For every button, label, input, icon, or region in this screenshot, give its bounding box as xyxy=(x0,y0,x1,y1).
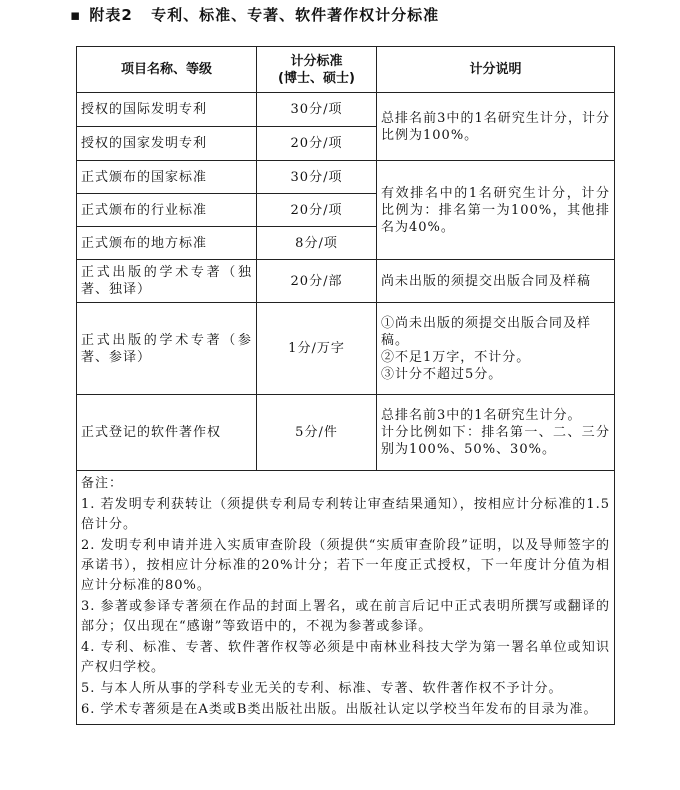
header-item: 项目名称、等级 xyxy=(77,47,257,93)
title-bullet: ▪ xyxy=(70,6,82,24)
row-standard: 8分/项 xyxy=(257,227,377,260)
table-row xyxy=(77,395,615,471)
software-line2: 计分比例如下：排名第一、二、三分别为100%、50%、30%。 xyxy=(381,425,610,457)
notes-title: 备注： xyxy=(81,476,124,491)
description-monograph-sole: 尚未出版的须提交出版合同及样稿 xyxy=(377,260,615,303)
page-title xyxy=(70,4,439,25)
scoring-table xyxy=(76,46,615,725)
note-item: 5. 与本人所从事的学科专业无关的专利、标准、专著、软件著作权不予计分。 xyxy=(81,681,563,696)
table-row xyxy=(77,260,615,303)
description-standards: 有效排名中的1名研究生计分，计分比例为：排名第一为100%，其他排名为40%。 xyxy=(377,161,615,260)
row-standard: 30分/项 xyxy=(257,161,377,194)
note-item: 6. 学术专著须是在A类或B类出版社出版。出版社认定以学校当年发布的目录为准。 xyxy=(81,702,598,717)
row-item: 正式出版的学术专著（参著、参译） xyxy=(77,303,257,395)
row-standard: 20分/项 xyxy=(257,194,377,227)
notes-row xyxy=(77,471,615,725)
row-standard: 5分/件 xyxy=(257,395,377,471)
row-standard: 20分/项 xyxy=(257,127,377,161)
description-monograph-joint xyxy=(377,303,615,395)
appendix-label: 附表2 xyxy=(89,6,133,24)
notes-cell xyxy=(77,471,615,725)
table-row xyxy=(77,161,615,194)
row-item: 正式颁布的地方标准 xyxy=(77,227,257,260)
row-standard: 20分/部 xyxy=(257,260,377,303)
row-item: 正式颁布的国家标准 xyxy=(77,161,257,194)
header-standard-line2: (博士、硕士) xyxy=(278,70,355,86)
row-item: 正式登记的软件著作权 xyxy=(77,395,257,471)
description-patents: 总排名前3中的1名研究生计分，计分比例为100%。 xyxy=(377,93,615,161)
row-item: 正式颁布的行业标准 xyxy=(77,194,257,227)
note-item: 1. 若发明专利获转让（须提供专利局专利转让审查结果通知），按相应计分标准的1.5倍计分。 xyxy=(81,497,610,532)
joint-note-3: ③计分不超过5分。 xyxy=(381,366,503,382)
row-standard: 1分/万字 xyxy=(257,303,377,395)
row-item: 授权的国家发明专利 xyxy=(77,127,257,161)
header-description: 计分说明 xyxy=(377,47,615,93)
joint-note-2: ②不足1万字，不计分。 xyxy=(381,349,531,365)
note-item: 3. 参著或参译专著须在作品的封面上署名，或在前言后记中正式表明所撰写或翻译的部分；仅出现在“感谢”等致语中的，不视为参著或参译。 xyxy=(81,599,610,634)
table-row xyxy=(77,93,615,127)
description-software xyxy=(377,395,615,471)
header-row xyxy=(77,47,615,93)
note-item: 4. 专利、标准、专著、软件著作权等必须是中南林业科技大学为第一署名单位或知识产权归学校。 xyxy=(81,640,610,675)
header-standard xyxy=(257,47,377,93)
table-row xyxy=(77,303,615,395)
row-item: 正式出版的学术专著（独著、独译） xyxy=(77,260,257,303)
note-item: 2. 发明专利申请并进入实质审查阶段（须提供“实质审查阶段”证明，以及导师签字的承诺书），按相应计分标准的20%计分；若下一年度正式授权，下一年度计分值为相应计分标准的80%。 xyxy=(81,538,610,593)
row-item: 授权的国际发明专利 xyxy=(77,93,257,127)
header-standard-line1: 计分标准 xyxy=(290,53,343,69)
joint-note-1: ①尚未出版的须提交出版合同及样稿。 xyxy=(381,315,592,348)
row-standard: 30分/项 xyxy=(257,93,377,127)
software-line1: 总排名前3中的1名研究生计分。 xyxy=(381,408,582,423)
title-text: 专利、标准、专著、软件著作权计分标准 xyxy=(151,6,440,24)
